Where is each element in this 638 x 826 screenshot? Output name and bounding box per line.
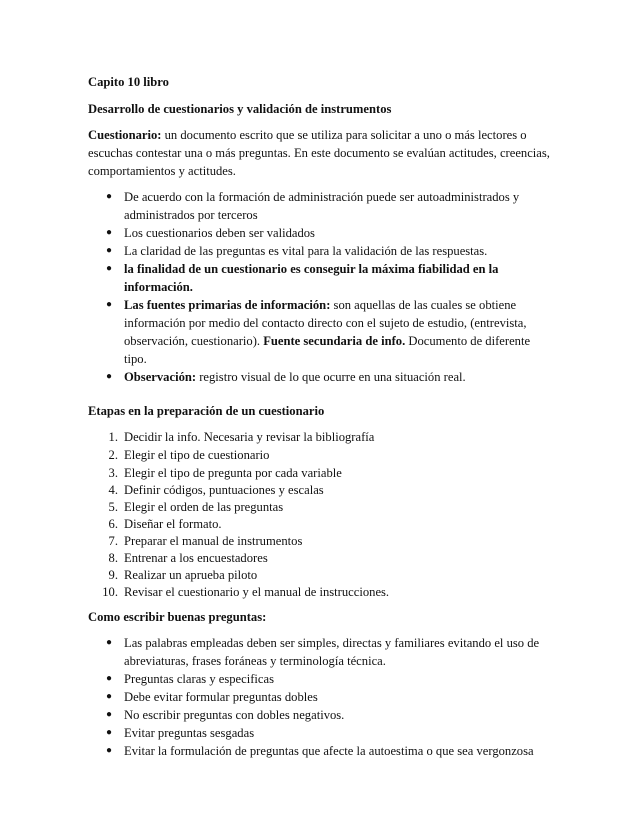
bullet-icon: ● (105, 299, 113, 310)
list-item: 9. Realizar un aprueba piloto (108, 568, 258, 582)
list-item: 6. Diseñar el formato. (108, 517, 222, 531)
list-item: 4. Definir códigos, puntuaciones y escalas (108, 483, 324, 497)
bullet-icon: ● (105, 673, 113, 684)
list-item: ● Evitar preguntas sesgadas (105, 726, 255, 740)
bullet-icon: ● (105, 263, 113, 274)
bullet-icon: ● (105, 371, 113, 382)
section-heading-preguntas: Como escribir buenas preguntas: (88, 610, 267, 624)
bullet-icon: ● (105, 191, 113, 202)
bullet-icon: ● (105, 227, 113, 238)
list-item: 5. Elegir el orden de las preguntas (108, 500, 284, 514)
page-subtitle: Desarrollo de cuestionarios y validación de instrumentos (88, 102, 392, 116)
bullet-icon: ● (105, 637, 113, 648)
bullet-icon: ● (105, 245, 113, 256)
list-item: ● La claridad de las preguntas es vital para la validación de las respuestas. (105, 244, 488, 258)
list-item: ● Evitar la formulación de preguntas que afecte la autoestima o que sea vergonzosa (105, 744, 534, 758)
list-item: 8. Entrenar a los encuestadores (108, 551, 268, 565)
list-item: ● De acuerdo con la formación de administración puede ser autoadministrados y administrados por terceros (105, 190, 520, 222)
list-item: ● Las palabras empleadas deben ser simples, directas y familiares evitando el uso de abreviaturas, frases foráneas y terminología técnica. (105, 636, 540, 668)
bullet-icon: ● (105, 709, 113, 720)
list-item: ● la finalidad de un cuestionario es conseguir la máxima fiabilidad en la información. (105, 262, 499, 294)
list-item: ● No escribir preguntas con dobles negativos. (105, 708, 345, 722)
list-item: 1. Decidir la info. Necesaria y revisar la bibliografía (108, 430, 375, 444)
list-item: 2. Elegir el tipo de cuestionario (108, 448, 270, 462)
list-item: ● Preguntas claras y especificas (105, 672, 275, 686)
section-heading-etapas: Etapas en la preparación de un cuestionario (88, 404, 325, 418)
bullet-icon: ● (105, 745, 113, 756)
bullet-icon: ● (105, 727, 113, 738)
list-item: ● Debe evitar formular preguntas dobles (105, 690, 318, 704)
list-item: ● Las fuentes primarias de información: son aquellas de las cuales se obtiene información por medio del contacto directo con el sujeto de estudio, (entrevista, observación, cuestionario). Fuente secundaria de info. Documento de diferente tipo. (105, 298, 531, 366)
definition-paragraph: Cuestionario: un documento escrito que se utiliza para solicitar a uno o más lectores o escuchas contestar una o más preguntas. En este documento se evalúan actitudes, creencias, comportamientos y actitudes. (88, 128, 550, 178)
list-item: 7. Preparar el manual de instrumentos (108, 534, 303, 548)
list-item: ● Observación: registro visual de lo que ocurre en una situación real. (105, 370, 466, 384)
page-title: Capito 10 libro (88, 75, 169, 89)
list-item: 10. Revisar el cuestionario y el manual de instrucciones. (102, 585, 390, 599)
bullet-icon: ● (105, 691, 113, 702)
list-item: 3. Elegir el tipo de pregunta por cada variable (108, 466, 342, 480)
list-item: ● Los cuestionarios deben ser validados (105, 226, 315, 240)
